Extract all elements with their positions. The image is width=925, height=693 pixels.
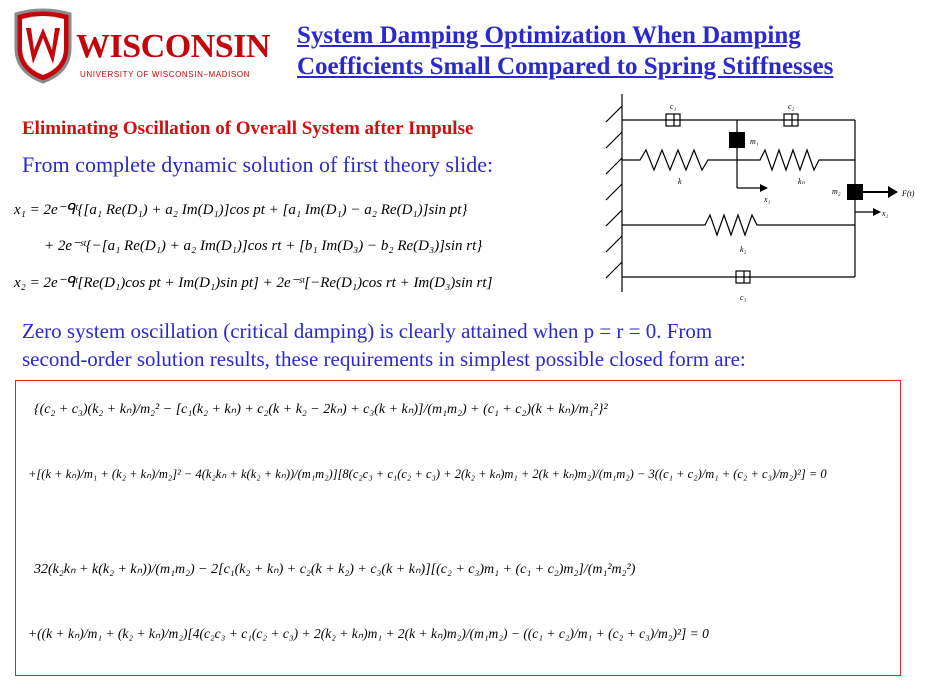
label-force: F(t) [902, 189, 915, 198]
spring-damper-diagram [600, 92, 922, 314]
logo-wordmark: WISCONSIN [76, 28, 270, 65]
label-k: k [678, 177, 682, 186]
equation-x1-line1: x₁ = 2e⁻ᑫᵗ{[a₁ Re(D₁) + a₂ Im(D₁)]cos pt + [a₁ Im(D₁) − a₂ Re(D₁)]sin pt} [14, 202, 468, 218]
section-subtitle: Eliminating Oscillation of Overall System after Impulse [22, 118, 474, 139]
label-kn: kₙ [798, 177, 805, 186]
condition-1-line-2: +[(k + kₙ)/m₁ + (k₂ + kₙ)/m₂]² − 4(k₂kₙ + k(k₂ + kₙ))/(m₁m₂)][8(c₂c₃ + c₁(c₂ + c₃) + 2(k₂ + kₙ)m₁ + 2(k + kₙ)m₂)/(m₁m₂) − 3((c₁ + c₂)/m₁ + (c₂ + c₃)/m₂)²] = 0 [28, 467, 827, 481]
university-logo [10, 8, 270, 86]
label-x2: x₂ [882, 209, 889, 218]
statement-line-2: second-order solution results, these requirements in simplest possible closed form are: [22, 347, 746, 371]
label-m2: m₂ [832, 187, 841, 196]
label-m1: m₁ [750, 137, 759, 146]
label-c2: c₂ [788, 102, 795, 111]
label-x1: x₁ [764, 195, 771, 204]
label-c1: c₁ [670, 102, 677, 111]
title-line-2: Coefficients Small Compared to Spring Stiffnesses [297, 53, 834, 80]
statement-line-1: Zero system oscillation (critical damping) is clearly attained when p = r = 0. From [22, 319, 713, 343]
crest-icon [10, 8, 76, 84]
equation-x2: x₂ = 2e⁻ᑫᵗ[Re(D₁)cos pt + Im(D₁)sin pt] + 2e⁻ˢᵗ[−Re(D₁)cos rt + Im(D₃)sin rt] [14, 275, 493, 291]
title-line-1: System Damping Optimization When Damping [297, 22, 801, 49]
mass-m2 [847, 184, 863, 200]
mass-m1 [729, 132, 745, 148]
slide-title [297, 20, 907, 82]
condition-2-line-2: +((k + kₙ)/m₁ + (k₂ + kₙ)/m₂)[4(c₂c₃ + c₁(c₂ + c₃) + 2(k₂ + kₙ)m₁ + 2(k + kₙ)m₂)/(m₁m₂) − ((c₁ + c₂)/m₁ + (c₂ + c₃)/m₂)²] = 0 [28, 626, 709, 641]
logo-subline: UNIVERSITY OF WISCONSIN–MADISON [80, 70, 251, 79]
statement-text [22, 317, 922, 373]
condition-1-line-1: {(c₂ + c₃)(k₂ + kₙ)/m₂² − [c₁(k₂ + kₙ) + c₂(k + k₂ − 2kₙ) + c₃(k + kₙ)]/(m₁m₂) + (c₁ + c₂)(k + kₙ)/m₁²}² [34, 402, 608, 417]
result-equations-box [15, 380, 901, 676]
force-arrow-icon [888, 186, 898, 198]
label-k2: k₂ [740, 245, 747, 254]
label-c3: c₃ [740, 293, 747, 302]
condition-2-line-1: 32(k₂kₙ + k(k₂ + kₙ))/(m₁m₂) − 2[c₁(k₂ + kₙ) + c₂(k + k₂) + c₃(k + kₙ)][(c₂ + c₃)m₁ + (c₁ + c₂)m₂]/(m₁²m₂²) [34, 562, 636, 577]
intro-text: From complete dynamic solution of first theory slide: [22, 152, 494, 177]
equation-x1-line2: + 2e⁻ˢᵗ{−[a₁ Re(D₁) + a₂ Im(D₁)]cos rt + [b₁ Im(D₃) − b₂ Re(D₃)]sin rt} [44, 238, 483, 254]
